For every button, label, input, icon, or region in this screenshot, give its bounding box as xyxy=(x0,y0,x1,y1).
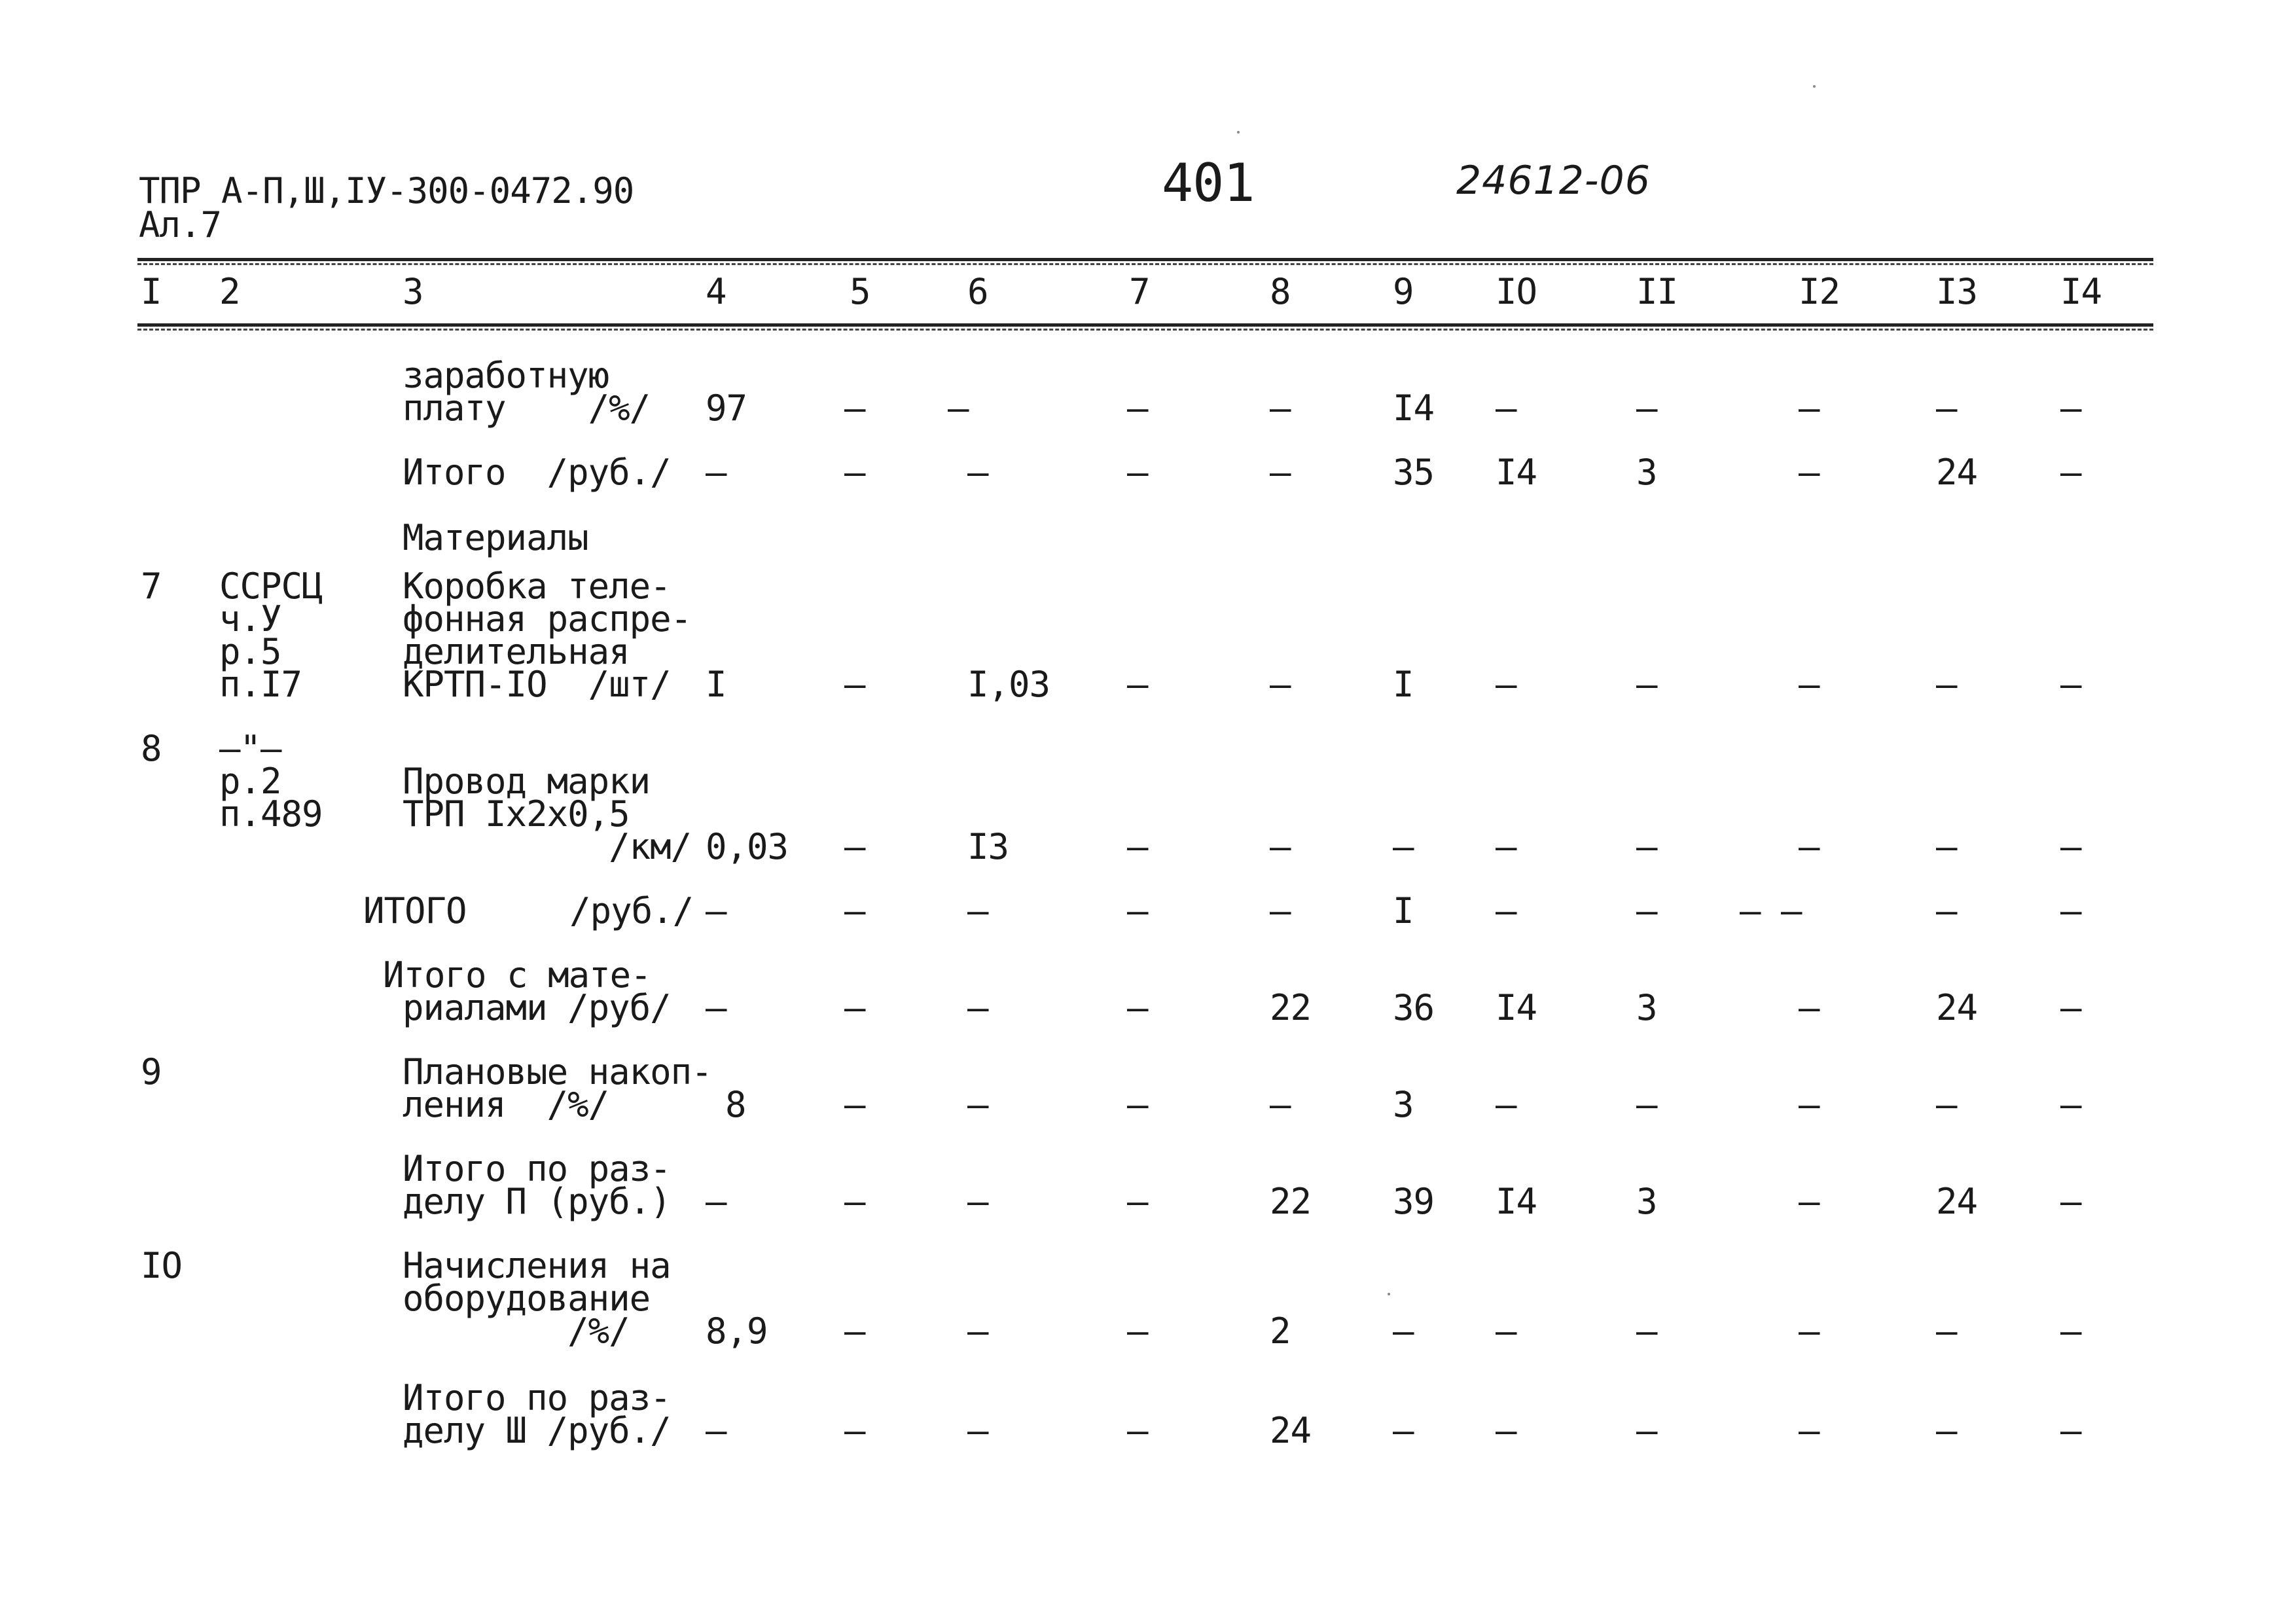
row-name-line: /км/ xyxy=(403,826,692,867)
cell-c10: – xyxy=(1496,388,1516,429)
cell-c9: – xyxy=(1393,1310,1414,1352)
cell-c14: – xyxy=(2060,452,2081,493)
row-name-line: Провод марки xyxy=(403,761,651,802)
cell-c9: 3 xyxy=(1393,1084,1414,1125)
cell-c7: – xyxy=(1127,1310,1148,1352)
col-head-6: 6 xyxy=(967,271,988,312)
cell-c10: I4 xyxy=(1496,987,1537,1028)
cell-c7: – xyxy=(1127,1084,1148,1125)
archive-number: 24612-06 xyxy=(1456,158,1651,204)
scan-speck xyxy=(1388,1293,1390,1295)
col-head-14: I4 xyxy=(2060,271,2102,312)
album-label: Ал.7 xyxy=(139,204,222,245)
cell-c14: – xyxy=(2060,890,2081,931)
cell-c12: – xyxy=(1799,1084,1820,1125)
cell-c11: – xyxy=(1636,1310,1657,1352)
col-head-7: 7 xyxy=(1129,271,1150,312)
cell-c10: I4 xyxy=(1496,1181,1537,1222)
row-name-line: ИТОГО /руб./ xyxy=(363,890,694,931)
row-name-line: Итого /руб./ xyxy=(403,452,671,493)
row-number: 8 xyxy=(141,728,162,769)
cell-c14: – xyxy=(2060,1084,2081,1125)
cell-c8: – xyxy=(1270,890,1291,931)
row-ref-line: –"– xyxy=(219,728,281,769)
cell-c8: 22 xyxy=(1270,987,1312,1028)
cell-c11: – xyxy=(1636,664,1657,705)
cell-c8: – xyxy=(1270,826,1291,867)
cell-c13: – xyxy=(1936,826,1957,867)
cell-c12: – xyxy=(1799,1310,1820,1352)
cell-c13: – xyxy=(1936,1410,1957,1451)
cell-c11: 3 xyxy=(1636,452,1657,493)
cell-c13: – xyxy=(1936,1084,1957,1125)
cell-c12: – xyxy=(1799,1410,1820,1451)
cell-c4: – xyxy=(706,1410,726,1451)
cell-c10: – xyxy=(1496,826,1516,867)
cell-c8: 2 xyxy=(1270,1310,1291,1352)
cell-c12: – xyxy=(1799,388,1820,429)
page-number: 401 xyxy=(1162,153,1255,213)
row-name-line: оборудование xyxy=(403,1278,651,1319)
cell-c10: – xyxy=(1496,1310,1516,1352)
col-head-8: 8 xyxy=(1270,271,1291,312)
cell-c7: – xyxy=(1127,987,1148,1028)
cell-c8: 22 xyxy=(1270,1181,1312,1222)
cell-c8: – xyxy=(1270,1084,1291,1125)
row-number: 7 xyxy=(141,566,162,607)
cell-c6: – xyxy=(967,452,988,493)
row-ref-line: ч.У xyxy=(219,598,281,640)
cell-c5: – xyxy=(844,388,865,429)
cell-c11: 3 xyxy=(1636,987,1657,1028)
cell-c8: 24 xyxy=(1270,1410,1312,1451)
cell-c12: – xyxy=(1799,452,1820,493)
col-head-9: 9 xyxy=(1393,271,1414,312)
row-name-line: фонная распре- xyxy=(403,598,692,640)
cell-c12: – – xyxy=(1740,890,1802,931)
cell-c9: 39 xyxy=(1393,1181,1435,1222)
cell-c9: I xyxy=(1393,664,1414,705)
cell-c7: – xyxy=(1127,452,1148,493)
cell-c13: 24 xyxy=(1936,987,1978,1028)
row-name-line: Коробка теле- xyxy=(403,566,671,607)
cell-c14: – xyxy=(2060,987,2081,1028)
cell-c9: 35 xyxy=(1393,452,1435,493)
header-bottom-rule xyxy=(137,323,2153,327)
cell-c6: – xyxy=(967,890,988,931)
section-title-materials: Материалы xyxy=(403,517,588,558)
col-head-4: 4 xyxy=(706,271,726,312)
row-ref-line: п.489 xyxy=(219,793,323,835)
cell-c6: – xyxy=(967,987,988,1028)
row-name-line: делу Ш /руб./ xyxy=(403,1410,671,1451)
cell-c5: – xyxy=(844,987,865,1028)
cell-c7: – xyxy=(1127,1181,1148,1222)
cell-c4: 97 xyxy=(706,388,747,429)
cell-c11: – xyxy=(1636,826,1657,867)
cell-c5: – xyxy=(844,1410,865,1451)
col-head-10: IO xyxy=(1496,271,1537,312)
row-name-line: Плановые накоп- xyxy=(403,1051,712,1092)
cell-c9: 36 xyxy=(1393,987,1435,1028)
row-number: 9 xyxy=(141,1051,162,1092)
row-ref-line: р.2 xyxy=(219,761,281,802)
cell-c10: – xyxy=(1496,1084,1516,1125)
col-head-13: I3 xyxy=(1936,271,1978,312)
cell-c10: – xyxy=(1496,890,1516,931)
cell-c12: – xyxy=(1799,1181,1820,1222)
row-name-line: ТРП Iх2х0,5 xyxy=(403,793,630,835)
cell-c5: – xyxy=(844,890,865,931)
cell-c4: – xyxy=(706,987,726,1028)
col-head-5: 5 xyxy=(850,271,870,312)
cell-c14: – xyxy=(2060,388,2081,429)
row-name-line: Итого по раз- xyxy=(403,1148,671,1189)
cell-c12: – xyxy=(1799,826,1820,867)
cell-c6: – xyxy=(967,1181,988,1222)
cell-c11: 3 xyxy=(1636,1181,1657,1222)
row-name-line: /%/ xyxy=(403,1310,630,1352)
cell-c4: 8,9 xyxy=(706,1310,768,1352)
row-name-line: делительная xyxy=(403,631,630,672)
cell-c10: – xyxy=(1496,1410,1516,1451)
row-number: IO xyxy=(141,1245,183,1286)
cell-c4: – xyxy=(706,890,726,931)
cell-c9: I4 xyxy=(1393,388,1435,429)
col-head-12: I2 xyxy=(1799,271,1840,312)
row-ref-line: ССРСЦ xyxy=(219,566,323,607)
row-name-line: плату /%/ xyxy=(403,388,651,429)
cell-c6: I3 xyxy=(967,826,1009,867)
row-name-line: риалами /руб/ xyxy=(403,987,671,1028)
cell-c10: – xyxy=(1496,664,1516,705)
cell-c6: I,03 xyxy=(967,664,1050,705)
cell-c9: – xyxy=(1393,1410,1414,1451)
col-head-2: 2 xyxy=(219,271,240,312)
cell-c8: – xyxy=(1270,388,1291,429)
cell-c8: – xyxy=(1270,452,1291,493)
cell-c13: – xyxy=(1936,664,1957,705)
cell-c4: 0,03 xyxy=(706,826,789,867)
cell-c6: – xyxy=(967,1084,988,1125)
header-top-rule xyxy=(137,258,2153,261)
cell-c5: – xyxy=(844,1310,865,1352)
col-head-3: 3 xyxy=(403,271,423,312)
row-name-line: КРТП-IO /шт/ xyxy=(403,664,671,705)
cell-c6: – xyxy=(967,1310,988,1352)
cell-c6: – xyxy=(967,1410,988,1451)
cell-c14: – xyxy=(2060,826,2081,867)
header-top-rule-2 xyxy=(137,263,2153,265)
cell-c8: – xyxy=(1270,664,1291,705)
row-name-line: делу П (руб.) xyxy=(403,1181,671,1222)
cell-c11: – xyxy=(1636,890,1657,931)
cell-c6: – xyxy=(948,388,969,429)
doc-code: ТПР А-П,Ш,IУ-300-0472.90 xyxy=(139,170,634,211)
cell-c7: – xyxy=(1127,664,1148,705)
row-ref-line: р.5 xyxy=(219,631,281,672)
cell-c11: – xyxy=(1636,388,1657,429)
cell-c12: – xyxy=(1799,987,1820,1028)
row-name-line: заработную xyxy=(403,355,609,396)
cell-c13: – xyxy=(1936,890,1957,931)
cell-c7: – xyxy=(1127,1410,1148,1451)
scan-speck xyxy=(1813,85,1816,88)
cell-c9: I xyxy=(1393,890,1414,931)
cell-c13: 24 xyxy=(1936,1181,1978,1222)
cell-c14: – xyxy=(2060,1410,2081,1451)
cell-c4: – xyxy=(706,452,726,493)
cell-c11: – xyxy=(1636,1084,1657,1125)
cell-c13: – xyxy=(1936,388,1957,429)
row-name-line: Итого по раз- xyxy=(403,1377,671,1418)
cell-c12: – xyxy=(1799,664,1820,705)
cell-c14: – xyxy=(2060,664,2081,705)
cell-c4: I xyxy=(706,664,726,705)
row-name-line: ления /%/ xyxy=(403,1084,609,1125)
row-name-line: Начисления на xyxy=(403,1245,671,1286)
cell-c5: – xyxy=(844,452,865,493)
row-name-line: Итого с мате- xyxy=(383,954,651,996)
cell-c4: – xyxy=(706,1181,726,1222)
cell-c14: – xyxy=(2060,1310,2081,1352)
cell-c13: 24 xyxy=(1936,452,1978,493)
cell-c5: – xyxy=(844,664,865,705)
cell-c13: – xyxy=(1936,1310,1957,1352)
col-head-1: I xyxy=(141,271,162,312)
row-ref-line: п.I7 xyxy=(219,664,302,705)
cell-c7: – xyxy=(1127,388,1148,429)
cell-c9: – xyxy=(1393,826,1414,867)
cell-c5: – xyxy=(844,826,865,867)
cell-c5: – xyxy=(844,1084,865,1125)
scan-speck xyxy=(1237,131,1240,134)
cell-c10: I4 xyxy=(1496,452,1537,493)
cell-c7: – xyxy=(1127,890,1148,931)
cell-c7: – xyxy=(1127,826,1148,867)
cell-c5: – xyxy=(844,1181,865,1222)
cell-c4: 8 xyxy=(725,1084,746,1125)
cell-c14: – xyxy=(2060,1181,2081,1222)
col-head-11: II xyxy=(1636,271,1678,312)
header-bottom-rule-2 xyxy=(137,329,2153,331)
cell-c11: – xyxy=(1636,1410,1657,1451)
